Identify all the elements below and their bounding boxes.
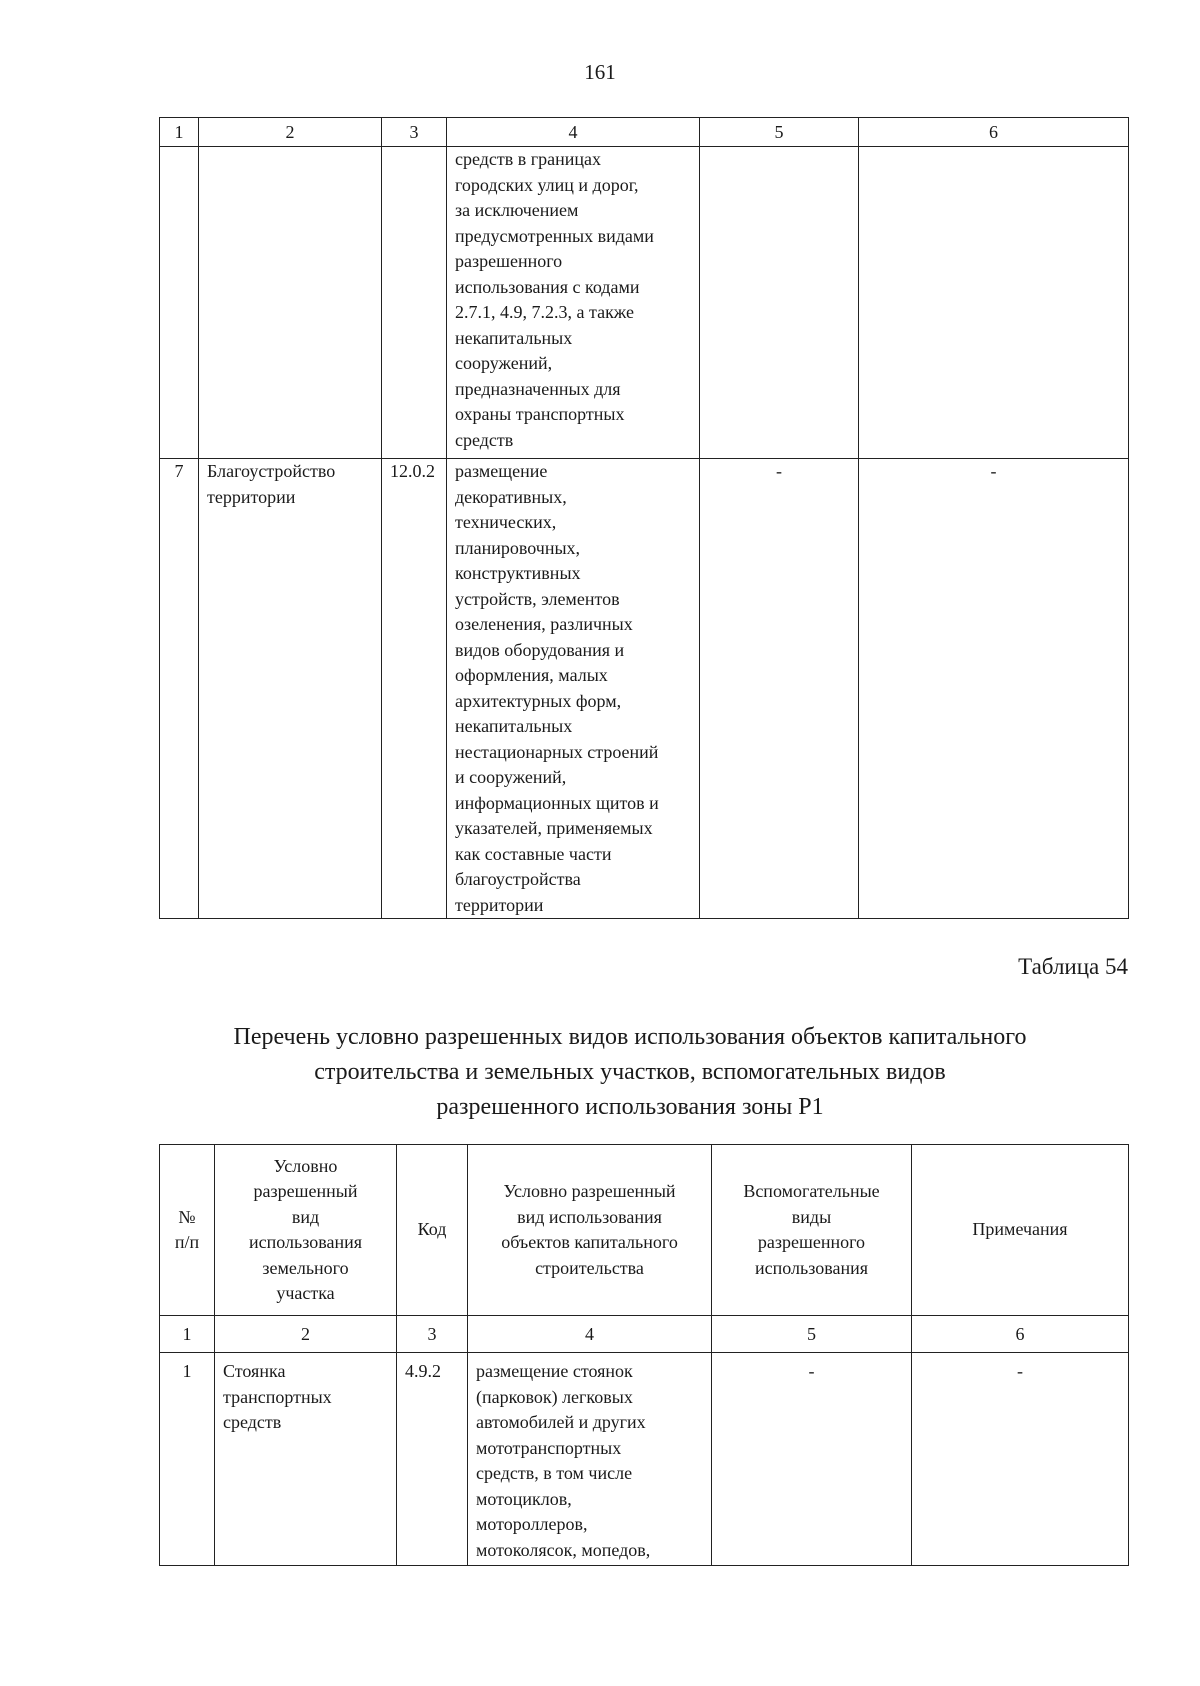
header-notes: Примечания <box>912 1145 1129 1316</box>
land-use-name-cell: Стоянка транспортных средств <box>215 1353 397 1566</box>
table-row <box>160 147 1129 459</box>
column-number: 5 <box>712 1316 912 1353</box>
code-cell <box>382 147 447 459</box>
column-number: 1 <box>160 1316 215 1353</box>
auxiliary-use-cell: - <box>712 1353 912 1566</box>
zone-r1-table <box>159 1144 1129 1566</box>
notes-cell: - <box>859 459 1129 919</box>
description-cell: размещение стоянок (парковок) легковых автомобилей и других мототранспортных средств, в том числе мотоциклов, мотороллеров, мотоколясок, мопедов, <box>468 1353 712 1566</box>
column-number: 6 <box>912 1316 1129 1353</box>
header-row <box>160 1145 1129 1316</box>
code-cell: 4.9.2 <box>397 1353 468 1566</box>
table-row <box>160 459 1129 919</box>
row-number-cell: 7 <box>160 459 199 919</box>
table-heading: Перечень условно разрешенных видов использования объектов капитального строительства и земельных участков, вспомогательных видов разрешенного использования зоны Р1 <box>233 1024 1027 1120</box>
header-number: № п/п <box>160 1145 215 1316</box>
auxiliary-use-cell: - <box>700 459 859 919</box>
notes-cell <box>859 147 1129 459</box>
land-use-name-cell <box>199 147 382 459</box>
column-number-row <box>160 1316 1129 1353</box>
header-code: Код <box>397 1145 468 1316</box>
row-number-cell: 1 <box>160 1353 215 1566</box>
description-cell: размещение декоративных, технических, планировочных, конструктивных устройств, элементов озеленения, различных видов оборудования и оформления, малых архитектурных форм, некапитальных нестационарных строений и сооружений, информационных щитов и указателей, применяемых как составные части благоустройства территории <box>447 459 700 919</box>
column-number: 2 <box>199 118 382 147</box>
land-use-name-cell: Благоустройство территории <box>199 459 382 919</box>
table-row <box>160 1353 1129 1566</box>
column-number: 3 <box>397 1316 468 1353</box>
column-number: 5 <box>700 118 859 147</box>
header-capital-use: Условно разрешенный вид использования объектов капитального строительства <box>468 1145 712 1316</box>
continued-table <box>159 117 1129 919</box>
column-number: 1 <box>160 118 199 147</box>
column-number: 2 <box>215 1316 397 1353</box>
description-cell: средств в границах городских улиц и дорог, за исключением предусмотренных видами разрешенного использования с кодами 2.7.1, 4.9, 7.2.3, а также некапитальных сооружений, предназначенных для охраны транспортных средств <box>447 147 700 459</box>
code-cell: 12.0.2 <box>382 459 447 919</box>
page-number: 161 <box>584 60 616 84</box>
column-number: 3 <box>382 118 447 147</box>
column-number: 6 <box>859 118 1129 147</box>
column-number-row <box>160 118 1129 147</box>
column-number: 4 <box>447 118 700 147</box>
notes-cell: - <box>912 1353 1129 1566</box>
header-auxiliary-use: Вспомогательные виды разрешенного использования <box>712 1145 912 1316</box>
header-land-use: Условно разрешенный вид использования земельного участка <box>215 1145 397 1316</box>
row-number-cell <box>160 147 199 459</box>
column-number: 4 <box>468 1316 712 1353</box>
table-caption: Таблица 54 <box>1018 954 1128 979</box>
auxiliary-use-cell <box>700 147 859 459</box>
